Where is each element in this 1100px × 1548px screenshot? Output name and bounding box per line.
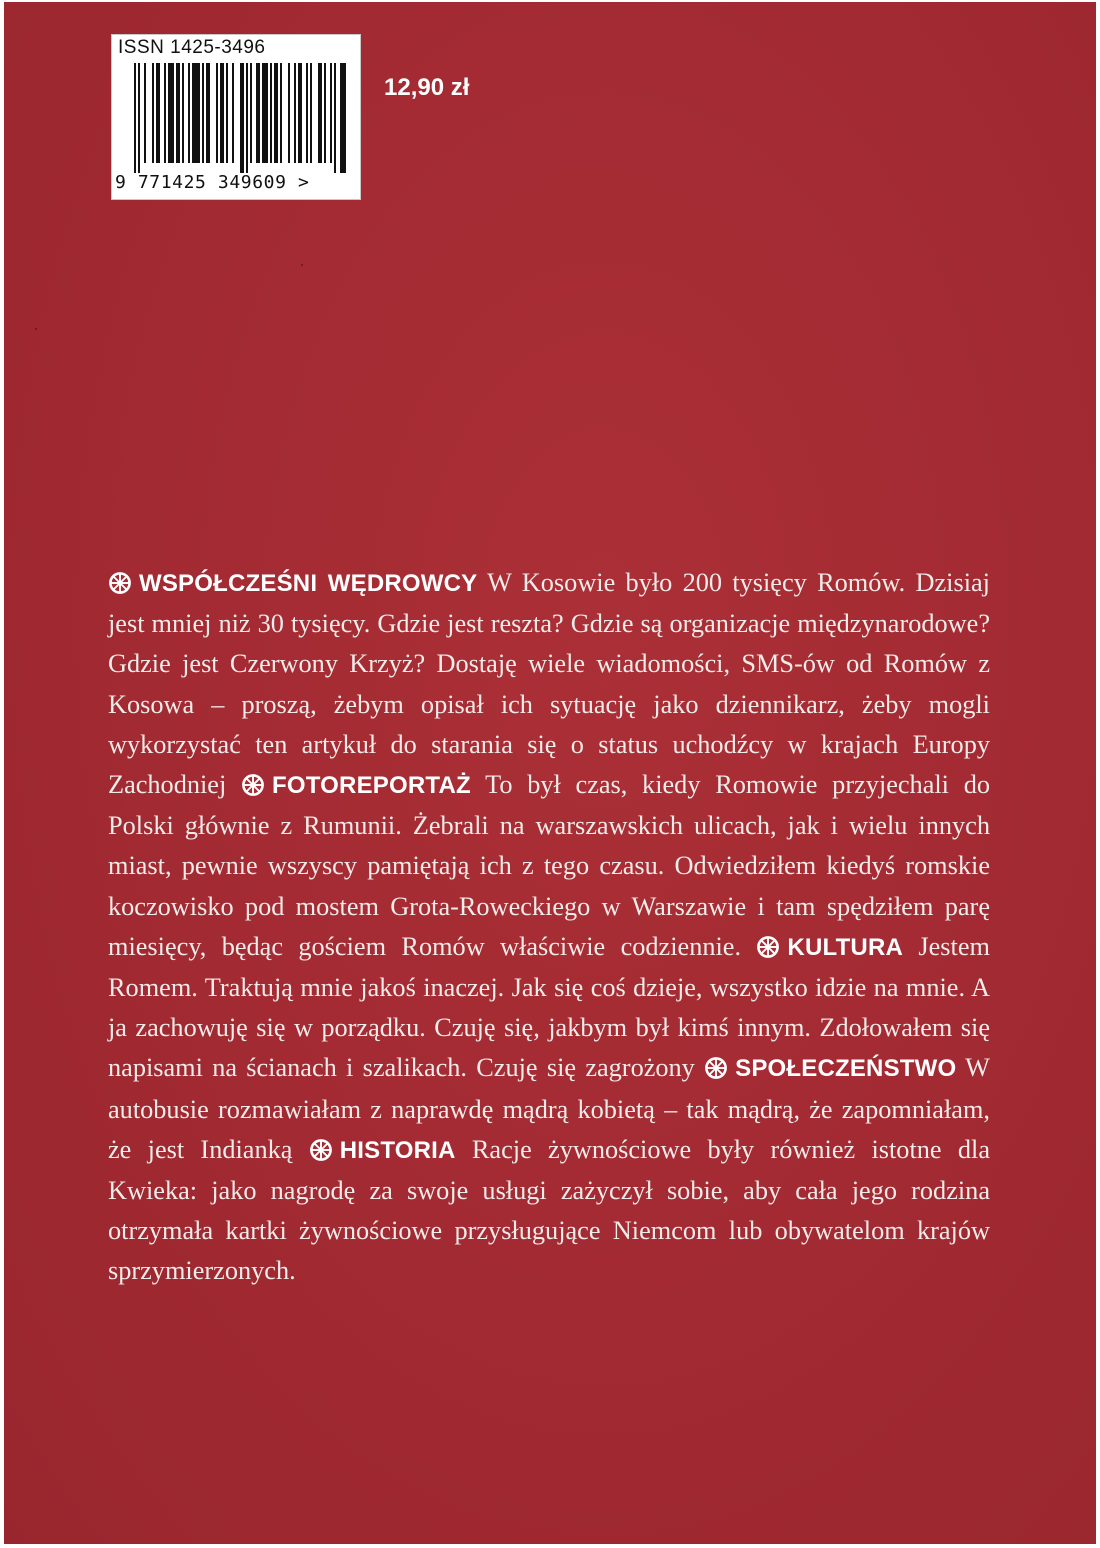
section-heading: SPOŁECZEŃSTWO	[735, 1055, 957, 1083]
section-heading: FOTOREPORTAŻ	[272, 772, 471, 800]
romani-wheel-icon	[309, 1138, 333, 1162]
section-text: W Kosowie było 200 tysięcy Romów. Dzisiaj jest mniej niż 30 tysięcy. Gdzie jest reszta? Gdzie są organizacje międzynarodowe? Gdzie jest Czerwony Krzyż? Dostaję wiele wiadomości, SMS-ów od Romów z Kosowa – proszą, żebym opisał ich sytuację jako dziennikarz, żeby mogli wykorzystać ten artykuł do starania się o status uchodźcy w krajach Europy Zachodniej	[108, 568, 990, 800]
section-text: W autobusie rozmawiałam z naprawdę mądrą kobietą – tak mądrą, że zapomniałam, że jest Indianką	[108, 1053, 990, 1164]
section-heading: HISTORIA	[339, 1136, 456, 1164]
section-heading: KULTURA	[787, 933, 904, 961]
romani-wheel-icon	[704, 1056, 728, 1080]
print-speck	[301, 264, 303, 266]
section-text: Racje żywnościowe były również istotne dla Kwieka: jako nagrodę za swoje usługi zażyczył sobie, aby cała jego rodzina otrzymała kartki żywnościowe przysługujące Niemcom lub obywatelom krajów sprzymierzonych.	[108, 1134, 990, 1286]
section-wheel-icon	[108, 568, 139, 597]
romani-wheel-icon	[241, 773, 265, 797]
section-wheel-icon	[704, 1053, 735, 1082]
section-wheel-icon	[241, 770, 272, 799]
romani-wheel-icon	[756, 935, 780, 959]
barcode-box	[111, 34, 361, 200]
section-wheel-icon	[309, 1135, 340, 1164]
romani-wheel-icon	[108, 571, 132, 595]
article-teasers	[108, 563, 990, 1292]
issn-label: ISSN 1425-3496	[118, 37, 266, 58]
print-speck	[35, 328, 37, 330]
barcode-number: 9 771425 349609 >	[115, 172, 310, 193]
barcode-bars	[134, 63, 348, 173]
section-text: Jestem Romem. Traktują mnie jakoś inaczej. Jak się coś dzieje, wszystko idzie na mnie. A ja zachowuję się w porządku. Czuję się, jakbym był kimś innym. Zdołowałem się napisami na ścianach i szalikach. Czuję się zagrożony	[108, 931, 990, 1083]
section-wheel-icon	[756, 932, 787, 961]
section-heading: WSPÓŁCZEŚNI WĘDROWCY	[139, 570, 478, 597]
price-label: 12,90 zł	[384, 74, 470, 101]
section-text: To był czas, kiedy Romowie przyjechali do Polski głównie z Rumunii. Żebrali na warszawskich ulicach, jak i wielu innych miast, pewnie wszyscy pamiętają ich z tego czasu. Odwiedziłem kiedyś romskie koczowisko pod mostem Grota-Roweckiego w Warszawie i tam spędziłem parę miesięcy, będąc gościem Romów właściwie codziennie.	[108, 770, 990, 961]
